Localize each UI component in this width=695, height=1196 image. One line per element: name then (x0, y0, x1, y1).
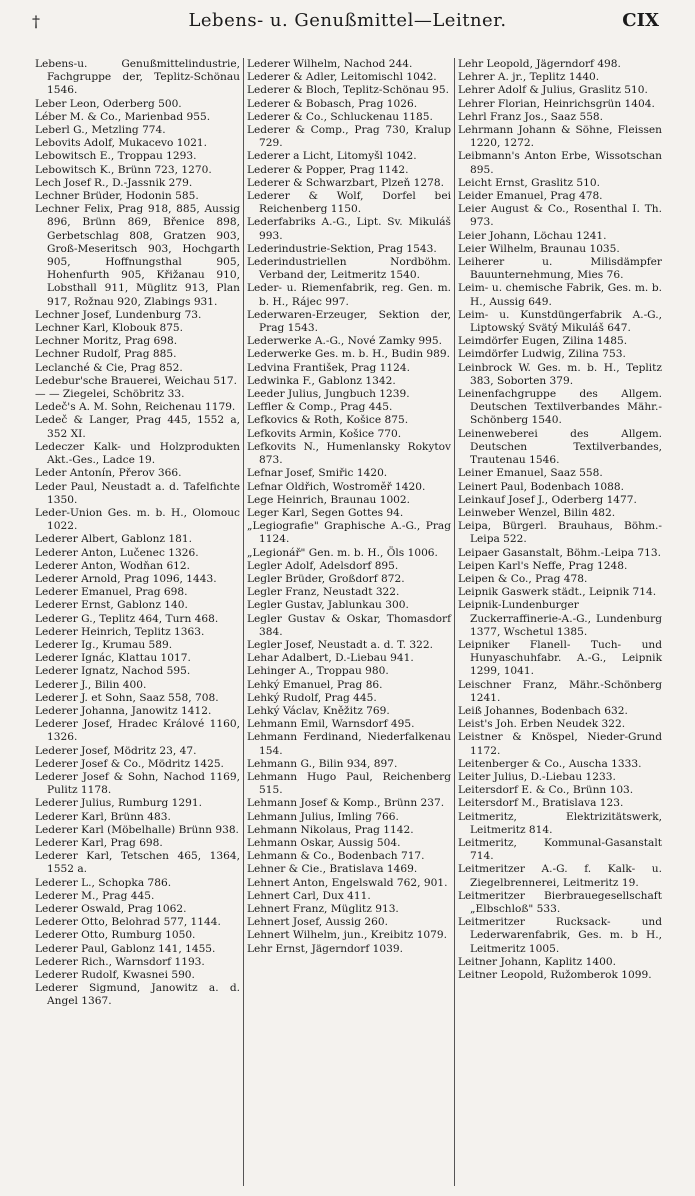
directory-entry: Lederer Julius, Rumburg 1291. (35, 797, 202, 810)
directory-entry: Lederer Josef & Sohn, Nachod 1169, Pulitz 1178. (35, 770, 240, 797)
directory-entry: Leipen Karl's Neffe, Prag 1248. (458, 559, 628, 572)
directory-entry: Lechner Karl, Klobouk 875. (35, 322, 184, 335)
directory-entry: Lehký Rudolf, Prag 445. (247, 691, 377, 704)
header-mark: † (32, 12, 40, 31)
directory-entry: Leischner Franz, Mähr.-Schönberg 1241. (458, 678, 662, 704)
directory-entry: Lederer Anton, Wodňan 612. (35, 559, 191, 572)
directory-entry: Leimdörfer Ludwig, Zilina 753. (458, 348, 626, 361)
directory-entry: Leitmeritz, Elektrizitätswerk, Leitmeritz 814. (458, 810, 662, 836)
directory-entry: Leber Leon, Oderberg 500. (35, 97, 182, 110)
column-1 (32, 58, 243, 1186)
directory-entry: Lederer Karl (Möbelhalle) Brünn 938. (35, 823, 239, 836)
directory-entry: Leipniker Flanell- Tuch- und Hunyaschuhfabr. A.-G., Leipnik 1299, 1041. (458, 638, 662, 678)
directory-entry: Lederer Arnold, Prag 1096, 1443. (35, 572, 217, 585)
directory-entry: Lechner Felix, Prag 918, 885, Aussig 896, Brünn 869, Břenice 898, Gerbetschlag 808, Gratzen 903, Groß-Meseritsch 903, Hochgarth 905, Hoffnungsthal 905, Hohenfurth 905, Křižanau 910, Lobsthall 911, Müglitz 913, Plan 917, Rožnau 920, Zlabings 931. (35, 203, 240, 308)
directory-entry: Lederer Ignatz, Nachod 595. (35, 665, 191, 678)
directory-entry: Lechner Brüder, Hodonin 585. (35, 190, 199, 203)
directory-entry: Lederer Ig., Krumau 589. (35, 638, 173, 651)
directory-entry: Lederer Josef & Co., Mödritz 1425. (35, 757, 224, 770)
directory-entry: Lederwerke Ges. m. b. H., Budin 989. (247, 348, 450, 361)
directory-entry: Leinkauf Josef J., Oderberg 1477. (458, 493, 637, 506)
directory-entry: Lehinger A., Troppau 980. (247, 665, 389, 678)
directory-entry: Legler Franz, Neustadt 322. (247, 586, 400, 599)
directory-entry: Leeder Julius, Jungbuch 1239. (247, 388, 410, 401)
directory-entry: Lederer M., Prag 445. (35, 889, 155, 902)
directory-entry: „Legiografie" Graphische A.-G., Prag 1124. (247, 520, 451, 546)
directory-entry: Lederer Wilhelm, Nachod 244. (247, 58, 413, 70)
directory-entry: Lederer L., Schopka 786. (35, 876, 172, 889)
directory-entry: Lederer J., Bilin 400. (35, 678, 147, 691)
directory-entry: Leitersdorf M., Bratislava 123. (458, 797, 624, 810)
directory-entry: Legler Josef, Neustadt a. d. T. 322. (247, 638, 433, 651)
page-title: Lebens- u. Genußmittel—Leitner. (188, 10, 507, 31)
column-3 (454, 58, 665, 1186)
directory-entry: Leffler & Comp., Prag 445. (247, 401, 393, 414)
directory-entry: Leim- u. chemische Fabrik, Ges. m. b. H., Aussig 649. (458, 282, 662, 308)
directory-entry: Leder Antonín, Přerov 366. (35, 467, 182, 480)
directory-entry: Lederer Karl, Tetschen 465, 1364, 1552 a. (35, 850, 240, 876)
directory-entry: Lederer & Adler, Leitomischl 1042. (247, 71, 437, 84)
directory-entry: Leim- u. Kunstdüngerfabrik A.-G., Liptowský Svätý Mikuláš 647. (458, 308, 662, 335)
directory-entry: Leinenfachgruppe des Allgem. Deutschen Textilverbandes Mähr.-Schönberg 1540. (458, 388, 662, 427)
directory-entry: Lehar Adalbert, D.-Liebau 941. (247, 652, 414, 665)
directory-entry: Lebowitsch E., Troppau 1293. (35, 150, 197, 163)
directory-entry: Leitersdorf E. & Co., Brünn 103. (458, 784, 634, 797)
directory-entry: Legler Adolf, Adelsdorf 895. (247, 559, 399, 572)
directory-columns (32, 58, 666, 1186)
directory-entry: Lehnert Wilhelm, jun., Kreibitz 1079. (247, 929, 448, 942)
directory-entry: Lederer Ignác, Klattau 1017. (35, 652, 191, 665)
directory-entry: Lehký Václav, Kněžitz 769. (247, 704, 390, 717)
directory-entry: Lech Josef R., D.-Jassnik 279. (35, 176, 193, 189)
directory-entry: Leitmeritzer A.-G. f. Kalk- u. Ziegelbrennerei, Leitmeritz 19. (458, 863, 662, 889)
directory-entry: Lederer Ernst, Gablonz 140. (35, 599, 188, 612)
directory-entry: Leimdörfer Eugen, Zilina 1485. (458, 335, 628, 348)
directory-entry: Leclanché & Cie, Prag 852. (35, 361, 183, 374)
directory-entry: „Legionář" Gen. m. b. H., Öls 1006. (247, 546, 438, 559)
directory-entry: Lehmann G., Bilin 934, 897. (247, 757, 398, 770)
directory-entry: Leipnik Gaswerk städt., Leipnik 714. (458, 586, 657, 599)
directory-entry: Leitenberger & Co., Auscha 1333. (458, 757, 642, 770)
directory-entry: Lehnert Carl, Dux 411. (247, 889, 371, 902)
page-number: CIX (622, 10, 659, 31)
directory-entry: Lehrer Adolf & Julius, Graslitz 510. (458, 84, 648, 97)
directory-entry: Leistner & Knöspel, Nieder-Grund 1172. (458, 731, 662, 757)
directory-entry: Leibmann's Anton Erbe, Wissotschan 895. (458, 150, 662, 176)
directory-entry: Legler Gustav, Jablunkau 300. (247, 599, 409, 612)
directory-entry: Lederer Otto, Belohrad 577, 1144. (35, 916, 221, 929)
directory-entry: Leitmeritzer Bierbrauegesellschaft „Elbschloß" 533. (458, 889, 662, 915)
directory-entry: Lehký Emanuel, Prag 86. (247, 678, 383, 691)
directory-entry: Lehnert Josef, Aussig 260. (247, 916, 388, 929)
directory-entry: Lederer J. et Sohn, Saaz 558, 708. (35, 691, 219, 704)
directory-entry: Lege Heinrich, Braunau 1002. (247, 493, 411, 506)
directory-entry: Leder Paul, Neustadt a. d. Tafelfichte 1350. (35, 480, 240, 506)
directory-entry: Leberl G., Metzling 774. (35, 124, 166, 137)
directory-entry: Leist's Joh. Erben Neudek 322. (458, 718, 626, 731)
directory-entry: Lehrer A. jr., Teplitz 1440. (458, 71, 600, 84)
directory-entry: Leicht Ernst, Graslitz 510. (458, 176, 600, 189)
directory-entry: Lederer & Schwarzbart, Plzeň 1278. (247, 176, 444, 189)
directory-entry: Lederer Rudolf, Kwasnei 590. (35, 969, 195, 982)
directory-entry: Lehmann Julius, Imling 766. (247, 810, 399, 823)
directory-entry: Lederer Oswald, Prag 1062. (35, 903, 187, 915)
directory-entry: Lechner Rudolf, Prag 885. (35, 348, 177, 361)
directory-entry: Leier Johann, Löchau 1241. (458, 229, 607, 242)
directory-entry: Leier Wilhelm, Braunau 1035. (458, 242, 620, 255)
directory-entry: Lederer Karl, Brünn 483. (35, 810, 171, 823)
directory-entry: Lederer & Bobasch, Prag 1026. (247, 97, 418, 110)
directory-entry: Lehrl Franz Jos., Saaz 558. (458, 110, 604, 123)
directory-entry: Lehner & Cie., Bratislava 1469. (247, 863, 418, 876)
directory-entry: Leipen & Co., Prag 478. (458, 572, 588, 585)
directory-entry: — — Ziegelei, Schöbritz 33. (35, 388, 185, 401)
directory-entry: Lederer Otto, Rumburg 1050. (35, 929, 196, 942)
directory-entry: Lederer Rich., Warnsdorf 1193. (35, 955, 205, 968)
page-header (0, 0, 695, 50)
directory-entry: Leipa, Bürgerl. Brauhaus, Böhm.-Leipa 522. (458, 520, 662, 546)
directory-entry: Lehnert Anton, Engelswald 762, 901. (247, 876, 448, 889)
directory-entry: Lechner Josef, Lundenburg 73. (35, 308, 202, 321)
directory-entry: Lederer Josef, Mödritz 23, 47. (35, 744, 197, 757)
directory-entry: Leipaer Gasanstalt, Böhm.-Leipa 713. (458, 546, 661, 559)
directory-entry: Leier August & Co., Rosenthal I. Th. 973. (458, 203, 662, 229)
directory-entry: Ledwinka F., Gablonz 1342. (247, 374, 396, 387)
directory-entry: Léber M. & Co., Marienbad 955. (35, 110, 211, 123)
directory-entry: Leinbrock W. Ges. m. b. H., Teplitz 383, Soborten 379. (458, 361, 662, 387)
directory-entry: Lederer Albert, Gablonz 181. (35, 533, 192, 546)
directory-entry: Leipnik-Lundenburger Zuckerraffinerie-A.-G., Lundenburg 1377, Wschetul 1385. (458, 599, 662, 638)
directory-entry: Lederer Josef, Hradec Králové 1160, 1326. (35, 718, 240, 744)
directory-entry: Lehmann & Co., Bodenbach 717. (247, 850, 425, 863)
directory-entry: Leinert Paul, Bodenbach 1088. (458, 480, 624, 493)
directory-entry: Lechner Moritz, Prag 698. (35, 335, 178, 348)
directory-entry: Lefnar Josef, Smiřic 1420. (247, 467, 388, 480)
directory-entry: Leitner Johann, Kaplitz 1400. (458, 955, 616, 968)
directory-entry: Leinenweberei des Allgem. Deutschen Textilverbandes, Trautenau 1546. (458, 427, 662, 467)
directory-entry: Lehmann Ferdinand, Niederfalkenau 154. (247, 731, 451, 757)
directory-entry: Leitmeritzer Rucksack- und Lederwarenfabrik, Ges. m. b H., Leitmeritz 1005. (458, 916, 662, 955)
directory-entry: Leder-Union Ges. m. b. H., Olomouc 1022. (35, 506, 240, 533)
directory-entry: Lehr Ernst, Jägerndorf 1039. (247, 942, 403, 955)
directory-entry: Leider Emanuel, Prag 478. (458, 190, 603, 203)
directory-entry: Leiherer u. Milisdämpfer Bauunternehmung, Mies 76. (458, 256, 662, 282)
directory-entry: Lefkovics & Roth, Košice 875. (247, 414, 409, 427)
directory-entry: Ledeczer Kalk- und Holzprodukten Akt.-Ges., Ladce 19. (35, 440, 240, 467)
directory-entry: Lederer a Licht, Litomyšl 1042. (247, 150, 417, 163)
directory-entry: Ledvina František, Prag 1124. (247, 361, 411, 374)
directory-entry: Ledebur'sche Brauerei, Weichau 517. (35, 374, 238, 387)
directory-entry: Ledeč's A. M. Sohn, Reichenau 1179. (35, 401, 236, 414)
directory-entry: Lederer & Bloch, Teplitz-Schönau 95. (247, 84, 450, 97)
directory-entry: Lederfabriks A.-G., Lipt. Sv. Mikuláš 993. (247, 216, 451, 242)
directory-entry: Lefkovits Armin, Košice 770. (247, 427, 402, 440)
directory-entry: Lederer Sigmund, Janowitz a. d. Angel 1367. (35, 982, 240, 1008)
directory-entry: Lederer Heinrich, Teplitz 1363. (35, 625, 205, 638)
directory-entry: Lederer Karl, Prag 698. (35, 836, 163, 849)
directory-entry: Lederwerke A.-G., Nové Zamky 995. (247, 335, 443, 348)
directory-entry: Leiner Emanuel, Saaz 558. (458, 467, 603, 480)
directory-entry: Lederwaren-Erzeuger, Sektion der, Prag 1543. (247, 308, 451, 335)
directory-entry: Lederer Johanna, Janowitz 1412. (35, 704, 212, 717)
directory-entry: Lederindustrie-Sektion, Prag 1543. (247, 242, 437, 255)
directory-entry: Lehmann Hugo Paul, Reichenberg 515. (247, 770, 451, 797)
directory-entry: Lederer G., Teplitz 464, Turn 468. (35, 612, 219, 625)
directory-entry: Lefnar Oldřich, Wostroměř 1420. (247, 480, 426, 493)
directory-entry: Legler Gustav & Oskar, Thomasdorf 384. (247, 612, 451, 638)
directory-entry: Lebowitsch K., Brünn 723, 1270. (35, 163, 212, 176)
directory-entry: Lehnert Franz, Müglitz 913. (247, 903, 399, 915)
directory-entry: Leitner Leopold, Ružomberok 1099. (458, 969, 652, 982)
directory-entry: Lederer Paul, Gablonz 141, 1455. (35, 942, 216, 955)
directory-entry: Lehmann Emil, Warnsdorf 495. (247, 718, 415, 731)
directory-entry: Lederer & Popper, Prag 1142. (247, 163, 409, 176)
directory-entry: Lehmann Josef & Komp., Brünn 237. (247, 797, 445, 810)
directory-entry: Leder- u. Riemenfabrik, reg. Gen. m. b. H., Rájec 997. (247, 282, 451, 308)
directory-entry: Lederindustriellen Nordböhm. Verband der, Leitmeritz 1540. (247, 256, 451, 282)
directory-entry: Leiter Julius, D.-Liebau 1233. (458, 770, 616, 783)
directory-entry: Lehrer Florian, Heinrichsgrün 1404. (458, 97, 655, 110)
directory-entry: Lebens-u. Genußmittelindustrie, Fachgruppe der, Teplitz-Schönau 1546. (35, 58, 240, 97)
directory-entry: Lederer & Comp., Prag 730, Kralup 729. (247, 124, 451, 150)
directory-entry: Leitmeritz, Kommunal-Gasanstalt 714. (458, 836, 662, 863)
directory-entry: Leinweber Wenzel, Bilin 482. (458, 506, 616, 519)
directory-entry: Leiß Johannes, Bodenbach 632. (458, 704, 628, 717)
column-2 (243, 58, 454, 1186)
directory-entry: Leger Karl, Segen Gottes 94. (247, 506, 404, 519)
directory-entry: Lehmann Nikolaus, Prag 1142. (247, 823, 414, 836)
directory-entry: Lebovits Adolf, Mukacevo 1021. (35, 137, 208, 150)
directory-entry: Lederer & Co., Schluckenau 1185. (247, 110, 433, 123)
directory-entry: Lefkovits N., Humenlansky Rokytov 873. (247, 440, 451, 467)
directory-entry: Lehr Leopold, Jägerndorf 498. (458, 58, 621, 70)
directory-entry: Lederer Anton, Lučenec 1326. (35, 546, 199, 559)
directory-entry: Lederer Emanuel, Prag 698. (35, 586, 188, 599)
directory-entry: Lederer & Wolf, Dorfel bei Reichenberg 1150. (247, 190, 451, 216)
directory-entry: Lehrmann Johann & Söhne, Fleissen 1220, 1272. (458, 124, 662, 150)
directory-entry: Ledeč & Langer, Prag 445, 1552 a, 352 XI. (35, 414, 240, 440)
directory-entry: Legler Brüder, Großdorf 872. (247, 572, 405, 585)
directory-entry: Lehmann Oskar, Aussig 504. (247, 836, 401, 849)
